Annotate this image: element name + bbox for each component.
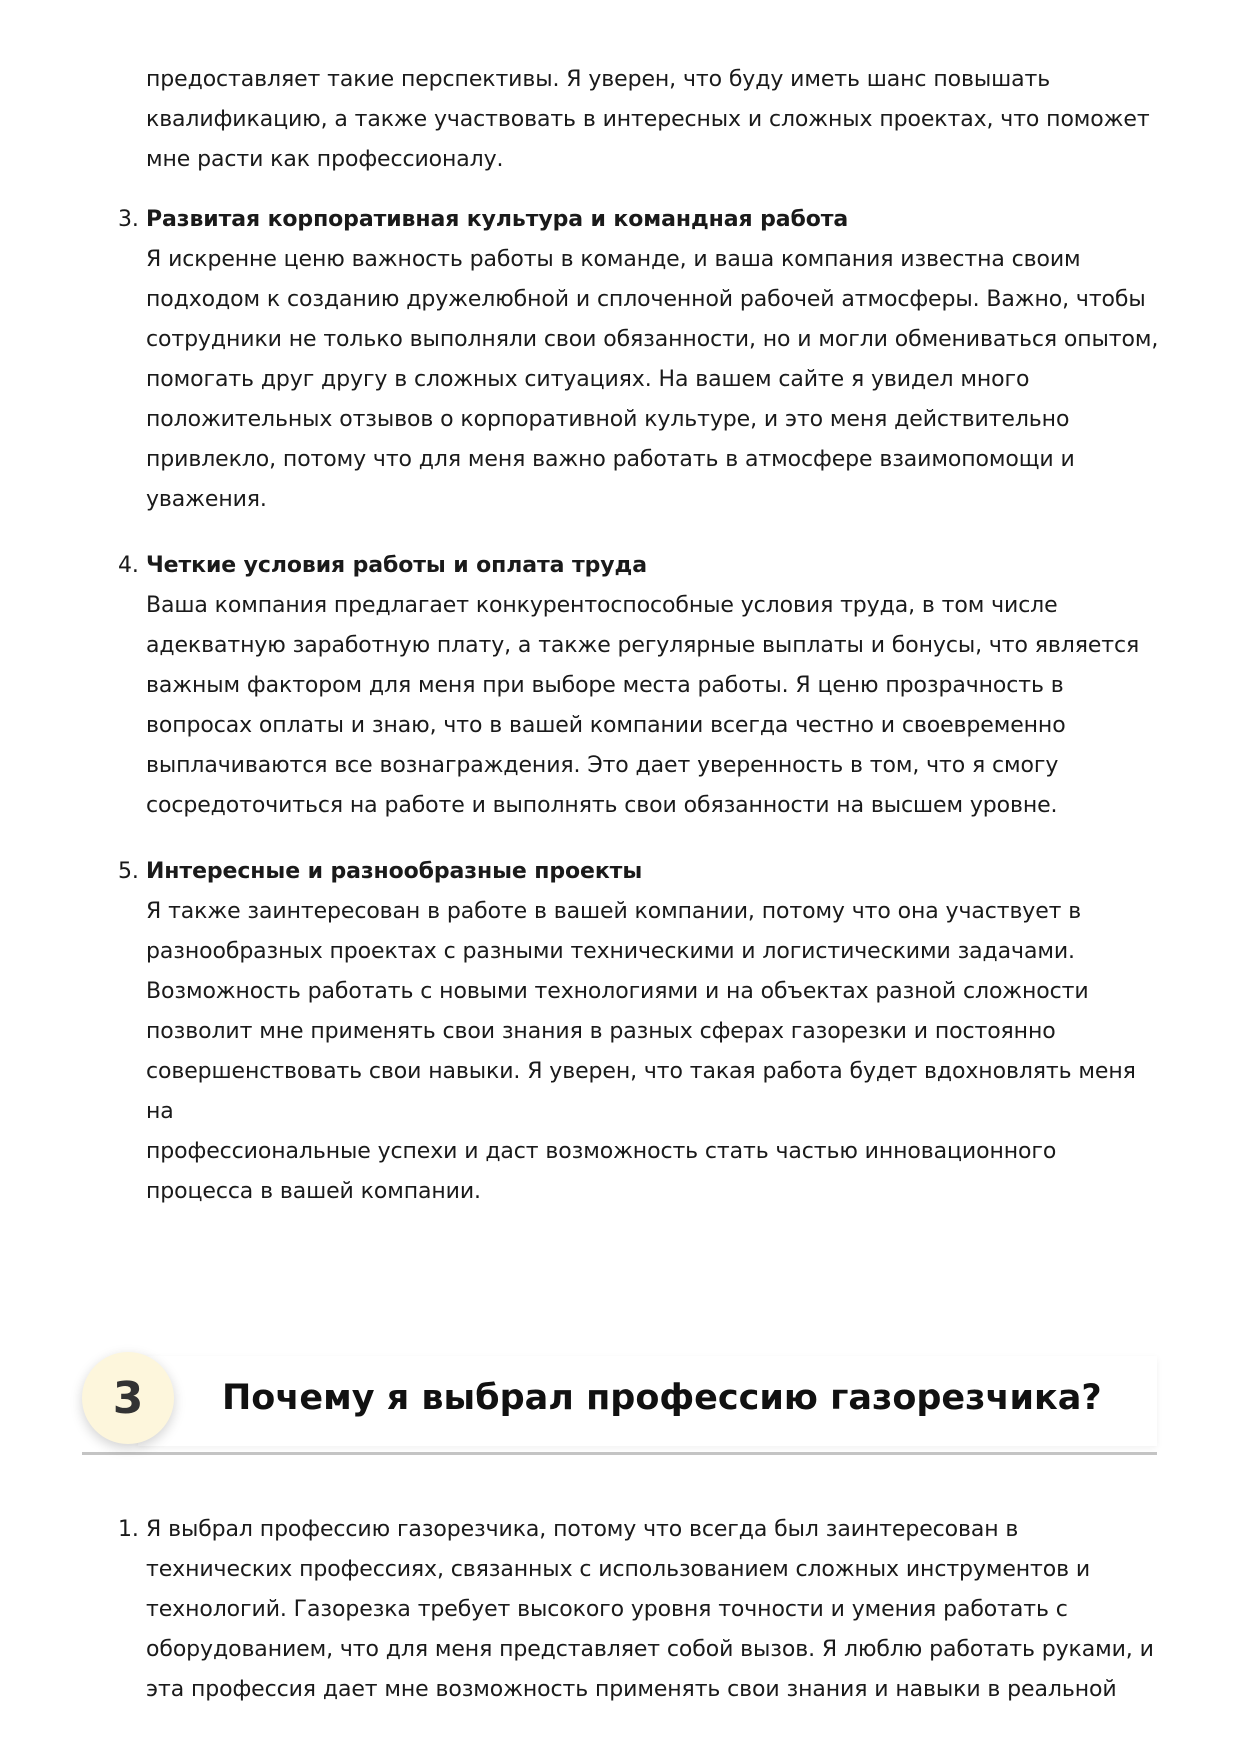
item-line: Я также заинтересован в работе в вашей компании, потому что она участвует в: [146, 899, 1082, 924]
item-line: процесса в вашей компании.: [146, 1179, 481, 1204]
list-item-title: Развитая корпоративная культура и командная работа: [146, 207, 849, 232]
list-item-number: 1.: [118, 1517, 139, 1542]
list-item: [0, 1510, 1166, 1710]
list-item: [0, 200, 1166, 520]
list-item-title: Четкие условия работы и оплата труда: [146, 553, 647, 578]
section-heading: [82, 1352, 1157, 1450]
item-line: положительных отзывов о корпоративной культуре, и это меня действительно: [146, 407, 1070, 432]
section-divider: [82, 1452, 1157, 1455]
list-item-number: 5.: [118, 859, 139, 884]
item-line: адекватную заработную плату, а также регулярные выплаты и бонусы, что является: [146, 633, 1140, 658]
item-line: выплачиваются все вознаграждения. Это дает уверенность в том, что я смогу: [146, 753, 1059, 778]
item-line: позволит мне применять свои знания в разных сферах газорезки и постоянно: [146, 1019, 1056, 1044]
item-line: совершенствовать свои навыки. Я уверен, что такая работа будет вдохновлять меня на: [146, 1059, 1136, 1124]
item-line: профессиональные успехи и даст возможность стать частью инновационного: [146, 1139, 1057, 1164]
section-number-badge: 3: [82, 1352, 174, 1444]
list-item-title: Интересные и разнообразные проекты: [146, 859, 643, 884]
item-line: подходом к созданию дружелюбной и сплоченной рабочей атмосферы. Важно, чтобы: [146, 287, 1146, 312]
item-line: помогать друг другу в сложных ситуациях. На вашем сайте я увидел много: [146, 367, 1030, 392]
item-line: уважения.: [146, 487, 267, 512]
reasons-list: [0, 200, 1166, 1238]
item-line: Я выбрал профессию газорезчика, потому что всегда был заинтересован в: [146, 1517, 1019, 1542]
list-item-number: 4.: [118, 553, 139, 578]
item-line: сосредоточиться на работе и выполнять свои обязанности на высшем уровне.: [146, 793, 1058, 818]
item-line: оборудованием, что для меня представляет собой вызов. Я люблю работать руками, и: [146, 1637, 1154, 1662]
paragraph-line: мне расти как профессионалу.: [146, 147, 504, 172]
item-line: разнообразных проектах с разными техническими и логистическими задачами.: [146, 939, 1075, 964]
list-item: [0, 546, 1166, 826]
item-line: сотрудники не только выполняли свои обязанности, но и могли обмениваться опытом,: [146, 327, 1159, 352]
item-line: Ваша компания предлагает конкурентоспособные условия труда, в том числе: [146, 593, 1058, 618]
item-line: Возможность работать с новыми технологиями и на объектах разной сложности: [146, 979, 1089, 1004]
section-list: [0, 1510, 1166, 1736]
continuation-paragraph: [146, 60, 1166, 180]
list-item-number: 3.: [118, 207, 139, 232]
section-title: Почему я выбрал профессию газорезчика?: [222, 1378, 1102, 1418]
item-line: технологий. Газорезка требует высокого уровня точности и умения работать с: [146, 1597, 1068, 1622]
paragraph-line: предоставляет такие перспективы. Я уверен, что буду иметь шанс повышать: [146, 67, 1051, 92]
item-line: эта профессия дает мне возможность применять свои знания и навыки в реальной: [146, 1677, 1117, 1702]
list-item: [0, 852, 1166, 1212]
item-line: важным фактором для меня при выборе места работы. Я ценю прозрачность в: [146, 673, 1064, 698]
item-line: вопросах оплаты и знаю, что в вашей компании всегда честно и своевременно: [146, 713, 1066, 738]
item-line: Я искренне ценю важность работы в команде, и ваша компания известна своим: [146, 247, 1081, 272]
item-line: привлекло, потому что для меня важно работать в атмосфере взаимопомощи и: [146, 447, 1075, 472]
item-line: технических профессиях, связанных с использованием сложных инструментов и: [146, 1557, 1091, 1582]
paragraph-line: квалификацию, а также участвовать в интересных и сложных проектах, что поможет: [146, 107, 1150, 132]
